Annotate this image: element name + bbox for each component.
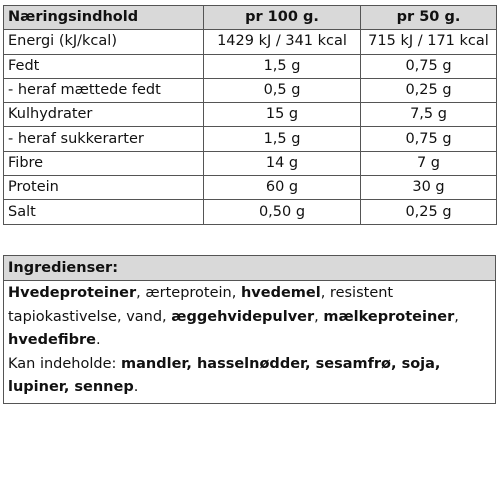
value-per-50g: 7,5 g [361,103,497,127]
nutrition-body [4,30,497,224]
ingredient-allergen: hvedemel [240,285,321,301]
value-per-100g: 14 g [204,151,361,175]
ingredient-text: , ærteprotein, [136,285,241,301]
nutrition-table [3,5,497,225]
ingredient-allergen: mælkeproteiner [323,308,455,325]
ingredient-allergen: Hvedeproteiner [8,285,137,301]
table-row [4,78,497,102]
value-per-100g: 60 g [204,176,361,200]
ingredients-title: Ingredienser: [4,256,495,281]
table-row [4,151,497,175]
nutrition-header-row [4,6,497,30]
value-per-50g: 0,75 g [361,127,497,151]
nutrient-name: - heraf sukkerarter [4,127,204,151]
ingredient-text: . [133,379,139,395]
ingredient-text: . [95,332,101,348]
value-per-100g: 1429 kJ / 341 kcal [204,30,361,54]
table-row [4,200,497,224]
ingredient-allergen: mandler, hasselnødder, sesamfrø, soja, lupiner, sennep [8,355,441,395]
nutrient-name: Fedt [4,54,204,78]
value-per-50g: 30 g [361,176,497,200]
nutrient-name: Energi (kJ/kcal) [4,30,204,54]
value-per-50g: 715 kJ / 171 kcal [361,30,497,54]
nutrient-name: Protein [4,176,204,200]
value-per-50g: 0,25 g [361,200,497,224]
table-row [4,30,497,54]
ingredient-text: Kan indeholde: [8,355,121,372]
table-row [4,176,497,200]
header-per-50g: pr 50 g. [361,6,497,30]
nutrient-name: - heraf mættede fedt [4,78,204,102]
table-row [4,103,497,127]
value-per-100g: 0,5 g [204,78,361,102]
value-per-100g: 0,50 g [204,200,361,224]
nutrient-name: Salt [4,200,204,224]
value-per-100g: 1,5 g [204,127,361,151]
ingredients-box [3,255,496,404]
table-row [4,127,497,151]
value-per-100g: 1,5 g [204,54,361,78]
header-nutrient: Næringsindhold [4,6,204,30]
ingredient-allergen: æggehvidepulver [171,308,315,325]
nutrient-name: Fibre [4,151,204,175]
ingredient-text: , resistent tapiokastivelse, vand, [8,285,394,325]
may-contain-line [8,353,491,400]
value-per-50g: 7 g [361,151,497,175]
table-row [4,54,497,78]
ingredients-list [8,282,491,353]
ingredients-text [4,281,495,403]
ingredient-allergen: hvedefibre [8,332,96,348]
nutrient-name: Kulhydrater [4,103,204,127]
header-per-100g: pr 100 g. [204,6,361,30]
value-per-100g: 15 g [204,103,361,127]
ingredient-text: , [314,308,324,325]
ingredient-text: , [454,308,459,325]
value-per-50g: 0,25 g [361,78,497,102]
value-per-50g: 0,75 g [361,54,497,78]
